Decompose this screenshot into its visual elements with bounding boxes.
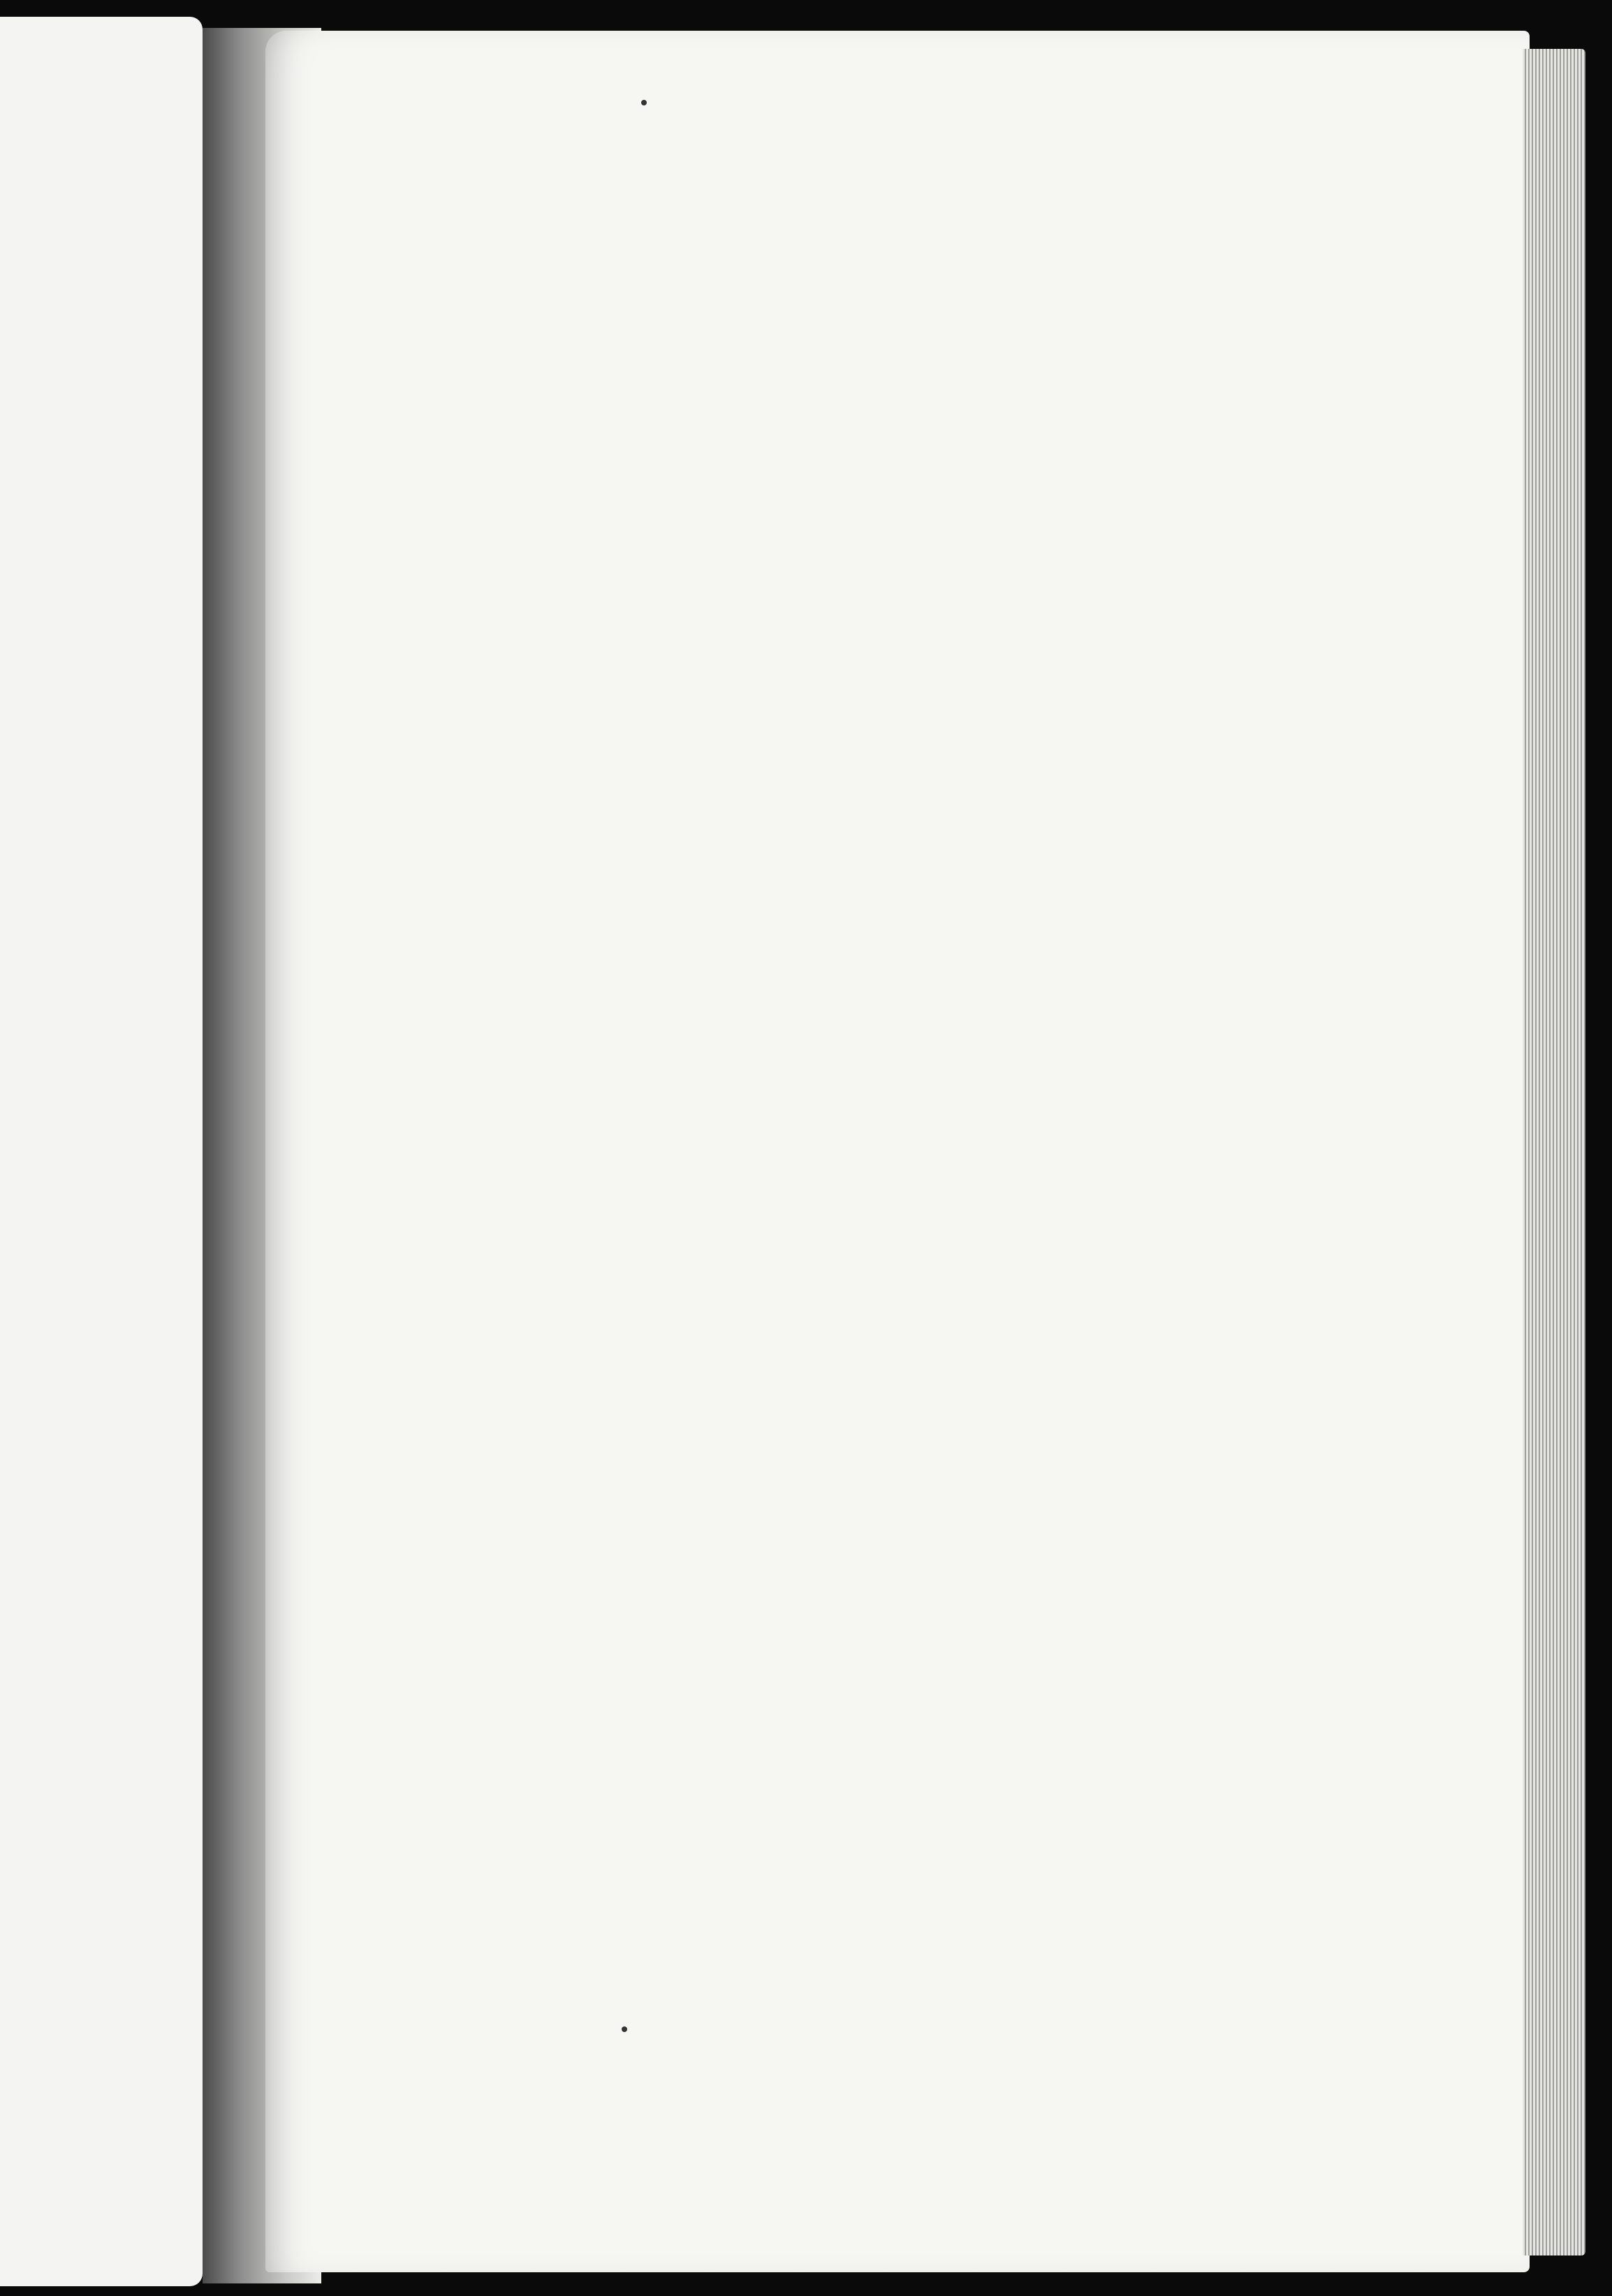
page-edges (1523, 49, 1585, 2255)
speck (641, 100, 647, 105)
left-page (0, 17, 203, 2286)
speck (622, 2026, 627, 2032)
right-page (265, 31, 1530, 2272)
